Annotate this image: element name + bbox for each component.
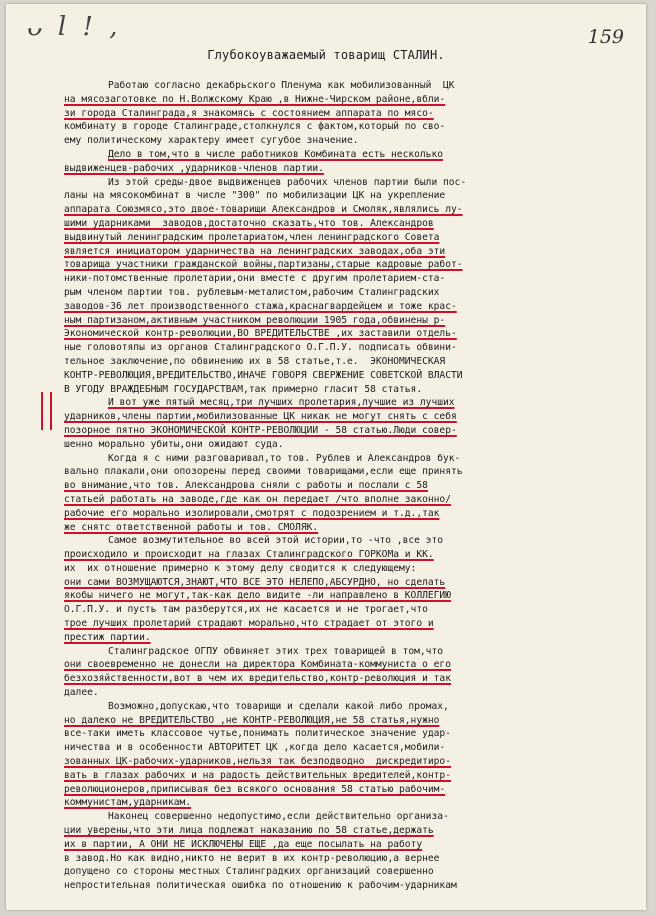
text-line: рым членом партии тов. рублевым-металистом,рабочим Сталинградских — [64, 286, 440, 298]
text-line: является инициатором ударничества на ленинградских заводах,оба эти — [64, 245, 446, 257]
text-line: зованных ЦК-рабочих-ударников,нельзя так безподводно дискредитиро- — [64, 756, 451, 768]
text-line: ударников,члены партии,мобилизованные ЦК никак не могут снять с себя — [64, 411, 457, 423]
text-line: И вот уже пятый месяц,три лучших пролетария,лучшие из лучших — [108, 397, 455, 409]
text-line: их их отношение примерно к этому делу сводится к следующему: — [64, 562, 417, 574]
text-line: престиж партии. — [64, 631, 151, 643]
page-number: 159 — [587, 26, 624, 48]
text-line: Экономической контр-революции,ВО ВРЕДИТЕЛЬСТВЕ ,их заставили отдель- — [64, 328, 457, 340]
text-line: Работаю согласно декабрьского Пленума как мобилизованный ЦК — [108, 80, 455, 91]
document-page — [6, 4, 646, 910]
text-line: Дело в том,что в числе работников Комбината есть несколько — [108, 148, 444, 160]
text-line: зи города Сталинграда,я знакомясь с состоянием аппарата по мясо- — [64, 107, 434, 119]
text-line: ции уверены,что эти лица подлежат наказанию по 58 статье,держать — [64, 825, 434, 837]
text-line: КОНТР-РЕВОЛЮЦИЯ,ВРЕДИТЕЛЬСТВО,ИНАЧЕ ГОВОРЯ СВЕРЖЕНИЕ СОВЕТСКОЙ ВЛАСТИ — [64, 369, 463, 381]
text-line: шими ударниками заводов,достаточно сказать,что тов. Александров — [64, 217, 434, 229]
text-line: во внимание,что тов. Александрова сняли с работы и послали с 58 — [64, 480, 428, 492]
text-line: вать в глазах рабочих и на радость действительных вредителей,контр- — [64, 769, 451, 781]
text-line: заводов-36 лет производственного стажа,краснагвардейцем и тоже крас- — [64, 300, 457, 312]
text-line: их в партии, А ОНИ НЕ ИСКЛЮЧЕНЫ ЕЩЕ ,да еще посылать на работу — [64, 838, 423, 850]
text-line: трое лучших пролетарий страдают морально,что страдает от этого и — [64, 618, 434, 630]
text-line: рабочие его морально изолировали,смотрят с подозрением и т.д.,так — [64, 507, 440, 519]
text-line: товарища участники гражданской войны,партизаны,старые кадровые работ- — [64, 259, 463, 271]
text-line: они сами ВОЗМУЩАЮТСЯ,ЗНАЮТ,ЧТО ВСЕ ЭТО НЕЛЕПО,АБСУРДНО, но сделать — [64, 576, 446, 588]
text-line: позорное пятно ЭКОНОМИЧЕСКОЙ КОНТР-РЕВОЛЮЦИИ - 58 статью.Люди совер- — [64, 424, 457, 436]
text-line: далее. — [64, 687, 99, 699]
text-line: Наконец совершенно недопустимо,если действительно организа- — [108, 811, 449, 823]
text-line: непростительная политическая ошибка по отношению к рабочим-ударникам — [64, 880, 457, 892]
text-line: О.Г.П.У. и пусть там разберутся,их не касается и не трогает,что — [64, 604, 428, 616]
text-line: же снятс ответственной работы и тов. СМОЛЯК. — [64, 521, 319, 533]
text-line: комбинату в городе Сталинграде,столкнулся с фактом,который по сво- — [64, 121, 446, 133]
text-line: Когда я с ними разговаривал,то тов. Рублев и Александров бук- — [108, 452, 461, 464]
text-line: вально плакали,они опозорены перед своими товарищами,если еще принять — [64, 466, 463, 478]
text-line: ланы на мясокомбинат в числе "300" по мобилизации ЦК на укрепление — [64, 190, 446, 202]
text-line: ники-потомственные пролетарии,они вместе с другим пролетарием-ста- — [64, 273, 446, 285]
text-line: ные головотяпы из органов Сталинградского О.Г.П.У. подписать обвини- — [64, 342, 457, 354]
text-line: якобы ничего не могут,так-как дело видите -ли направлено в КОЛЛЕГИЮ — [64, 590, 451, 602]
text-line: шенно морально убиты,они ожидают суда. — [64, 438, 284, 450]
text-line: В УГОДУ ВРАЖДЕБНЫМ ГОСУДАРСТВАМ,так примерно гласит 58 статья. — [64, 383, 423, 395]
text-line: ничества и в особенности АВТОРИТЕТ ЦК ,когда дело касается,мобили- — [64, 742, 446, 754]
text-line: коммунистам,ударникам. — [64, 797, 192, 809]
text-line: Возможно,допускаю,что товарищи и сделали какой либо промах, — [108, 700, 449, 712]
text-line: выдвинутый ленинградским пролетариатом,член ленинградского Совета — [64, 231, 440, 243]
margin-red-bracket — [41, 392, 52, 430]
text-line: революционеров,приписывая без всякого основания 58 статью рабочим- — [64, 783, 446, 795]
text-line: на мясозаготовке по Н.Волжскому Краю ,в Нижне-Чирском районе,вбли- — [64, 93, 446, 105]
text-line: но далеко не ВРЕДИТЕЛЬСТВО ,не КОНТР-РЕВОЛЮЦИЯ,не 58 статья,нужно — [64, 714, 440, 726]
text-line: тельное заключение,по обвинению их в 58 статье,т.е. ЭКОНОМИЧЕСКАЯ — [64, 355, 446, 367]
text-line: Сталинградское ОГПУ обвиняет этих трех товарищей в том,что — [108, 645, 444, 657]
text-line: допущено со стороны местных Сталинградких организаций совершенно — [64, 866, 434, 878]
text-line: в завод.Но как видно,никто не верит в их контр-революцию,а вернее — [64, 852, 440, 864]
handwritten-margin-marks: ᴗ l ! , — [26, 12, 122, 42]
text-line: статьей работать на заводе,где как он передает /что вполне законно/ — [64, 493, 451, 505]
text-line: выдвиженцев-рабочих ,ударников-членов партии. — [64, 162, 324, 174]
text-line: Самое возмутительное во всей этой истории,то -что ,все это — [108, 535, 444, 547]
text-line: ным партизаном,активным участником революции 1905 года,обвинены р- — [64, 314, 446, 326]
text-line: аппарата Союзмясо,это двое-товарищи Александров и Смоляк,являлись лу- — [64, 204, 463, 216]
text-line: они своевременно не донесли на директора Комбината-коммуниста о его — [64, 659, 451, 671]
text-line: происходило и происходит на глазах Сталинградского ГОРКОМа и КК. — [64, 549, 434, 561]
letter-salutation: Глубокоуважаемый товарищ СТАЛИН. — [207, 48, 445, 62]
text-line: все-таки иметь классовое чутье,понимать политическое значение удар- — [64, 728, 451, 740]
text-line: ему политическому характеру имеет сугубое значение. — [64, 135, 359, 147]
text-line: безхозяйственности,вот в чем их вредительство,контр-революция и так — [64, 673, 451, 685]
letter-body — [64, 79, 646, 893]
text-line: Из этой среды-двое выдвиженцев рабочих членов партии были пос- — [108, 176, 467, 188]
